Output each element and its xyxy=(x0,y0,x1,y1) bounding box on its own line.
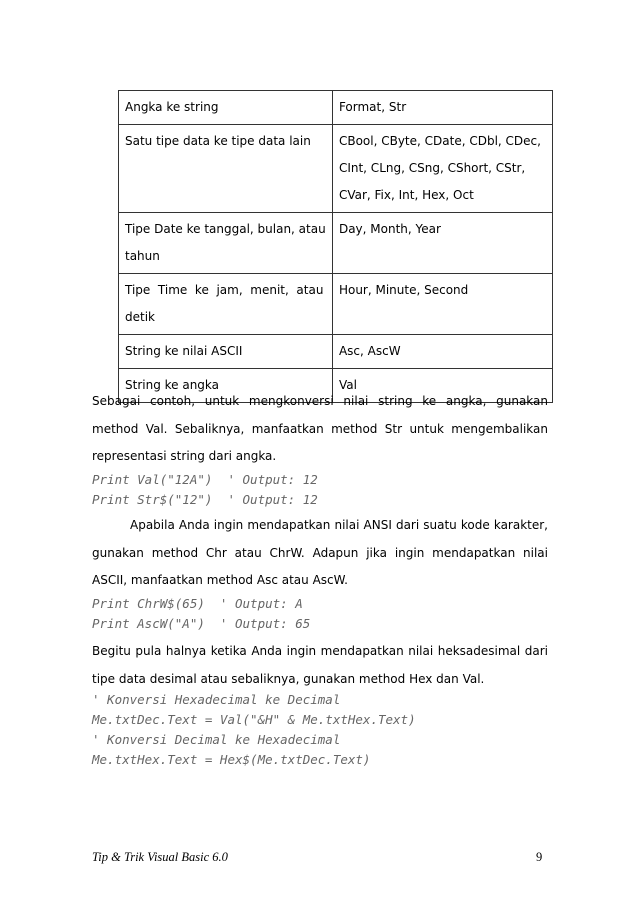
table-row xyxy=(119,213,553,274)
cell-text: CVar, Fix, Int, Hex, Oct xyxy=(338,188,474,202)
page-number: 9 xyxy=(536,850,543,864)
code-line: Print Str$("12") ' Output: 12 xyxy=(92,492,318,507)
conversion-table xyxy=(118,90,553,403)
table-cell xyxy=(119,335,333,369)
cell-text: CBool, CByte, CDate, CDbl, CDec, xyxy=(338,134,541,148)
table-row xyxy=(119,91,553,125)
cell-text: Val xyxy=(338,378,357,392)
cell-text: detik xyxy=(125,310,155,324)
code-line: Print ChrW$(65) ' Output: A xyxy=(92,596,303,611)
table-cell xyxy=(332,125,552,213)
cell-text: Day, Month, Year xyxy=(338,222,441,236)
cell-text: CInt, CLng, CSng, CShort, CStr, xyxy=(338,161,526,175)
cell-text: Hour, Minute, Second xyxy=(338,283,469,297)
code-line: ' Konversi Decimal ke Hexadecimal xyxy=(92,732,341,747)
cell-text: Angka ke string xyxy=(125,100,219,114)
table-cell xyxy=(332,274,552,335)
code-line: Print AscW("A") ' Output: 65 xyxy=(92,616,311,631)
paragraph: Apabila Anda ingin mendapatkan nilai ANSI dari suatu kode karakter, gunakan method Chr atau ChrW. Adapun jika ingin mendapatkan nilai ASCII, manfaatkan method Asc atau AscW. xyxy=(92,518,548,587)
table-cell xyxy=(119,125,333,213)
cell-text: Format, Str xyxy=(338,100,407,114)
paragraph: Sebagai contoh, untuk mengkonversi nilai string ke angka, gunakan method Val. Sebaliknya, manfaatkan method Str untuk mengembalikan representasi string dari angka. xyxy=(92,394,548,463)
code-line: ' Konversi Hexadecimal ke Decimal xyxy=(92,692,341,707)
table-cell xyxy=(119,91,333,125)
cell-text: tahun xyxy=(125,249,160,263)
code-line: Print Val("12A") ' Output: 12 xyxy=(92,472,318,487)
table-row xyxy=(119,274,553,335)
code-line: Me.txtHex.Text = Hex$(Me.txtDec.Text) xyxy=(92,752,371,767)
cell-text: String ke nilai ASCII xyxy=(125,344,243,358)
cell-text: Tipe Date ke tanggal, bulan, atau xyxy=(125,222,326,236)
footer-title: Tip & Trik Visual Basic 6.0 xyxy=(92,850,228,864)
cell-text: Asc, AscW xyxy=(338,344,401,358)
table-cell xyxy=(119,274,333,335)
table-cell xyxy=(332,335,552,369)
paragraph: Begitu pula halnya ketika Anda ingin mendapatkan nilai heksadesimal dari tipe data desimal atau sebaliknya, gunakan method Hex dan Val. xyxy=(92,644,548,686)
table-cell xyxy=(119,213,333,274)
cell-text: String ke angka xyxy=(125,378,220,392)
table-row xyxy=(119,125,553,213)
table-cell xyxy=(332,213,552,274)
table-row xyxy=(119,335,553,369)
cell-text: Tipe Time ke jam, menit, atau xyxy=(125,283,324,297)
code-block xyxy=(92,470,318,510)
code-line: Me.txtDec.Text = Val("&H" & Me.txtHex.Text) xyxy=(92,712,416,727)
code-block xyxy=(92,690,416,770)
table-cell xyxy=(332,91,552,125)
code-block xyxy=(92,594,310,634)
cell-text: Satu tipe data ke tipe data lain xyxy=(125,134,311,148)
